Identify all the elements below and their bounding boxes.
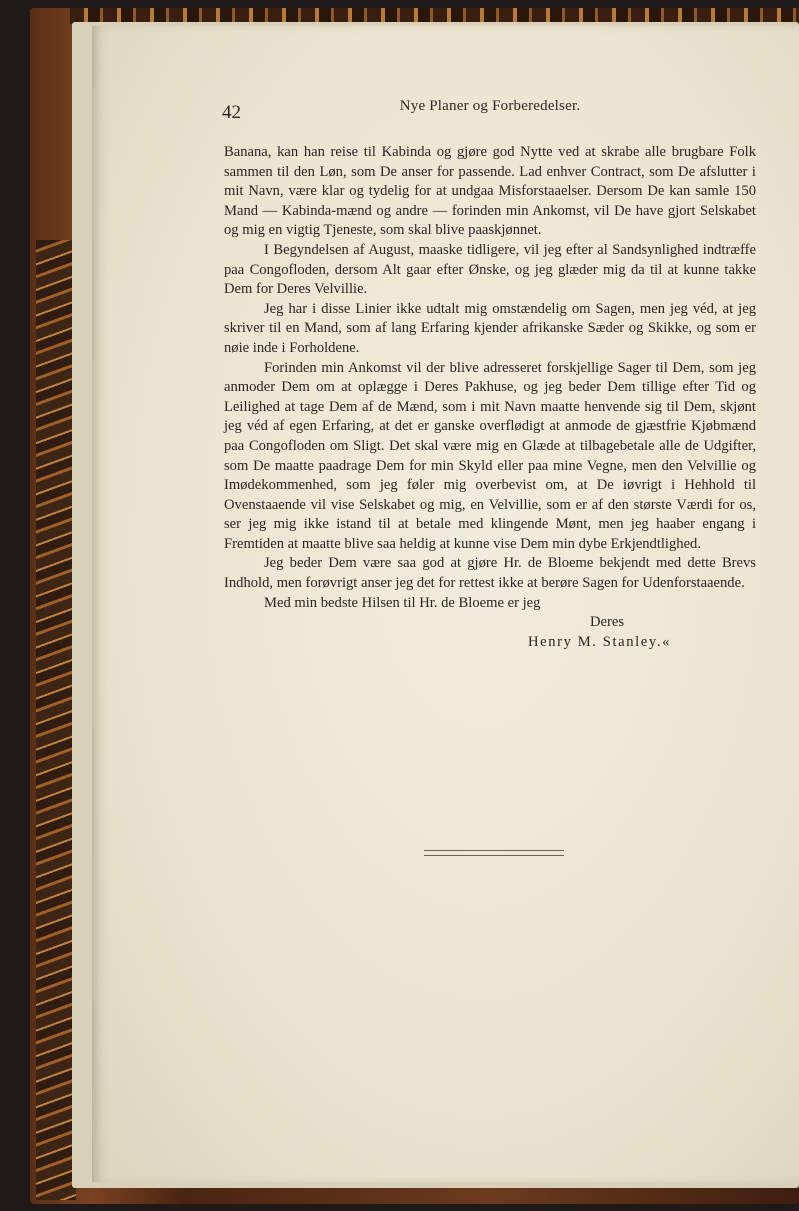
paragraph: Banana, kan han reise til Kabinda og gjøre god Nytte ved at skrabe alle brugbare Folk sammen til den Løn, som De anser for passende. Lad enhver Contract, som De afslutter i mit Navn, være klar og tydelig for at undgaa Misforstaaelser. Dersom De kan samle 150 Mand — Kabinda-mænd og andre — forinden min Ankomst, vil De have gjort Selskabet og mig en vigtig Tjeneste, som skal blive paaskjønnet. <box>224 144 756 239</box>
running-head: Nye Planer og Forberedelser. <box>399 98 581 114</box>
signature: Henry M. Stanley.« <box>528 633 671 650</box>
paragraph: Jeg har i disse Linier ikke udtalt mig omstændelig om Sagen, men jeg véd, at jeg skriver til en Mand, som af lang Erfaring kjender afrikanske Sæder og Skikke, og som er nøie inde i Forholdene. <box>224 300 756 356</box>
body-text <box>224 143 756 652</box>
paragraph: Jeg beder Dem være saa god at gjøre Hr. de Bloeme bekjendt med dette Brevs Indhold, men forøvrigt anser jeg det for rettest ikke at berøre Sagen for Udenforstaaende. <box>224 555 756 592</box>
section-divider <box>424 850 564 856</box>
closing: Deres <box>590 614 625 631</box>
paragraph: Med min bedste Hilsen til Hr. de Bloeme er jeg <box>264 594 541 611</box>
page-header <box>222 98 758 122</box>
marbled-endpaper <box>36 240 76 1200</box>
page-number: 42 <box>222 102 241 123</box>
paragraph: Forinden min Ankomst vil der blive adresseret forskjellige Sager til Dem, som jeg anmoder Dem om at oplægge i Deres Pakhuse, og jeg beder Dem tillige efter Tid og Leilighed at tage Dem af de Mænd, som i mit Navn maatte henvende sig til Dem, skjønt jeg véd af egen Erfaring, at det er ganske overflødigt at anmode de gjæstfrie Kjøbmænd paa Congofloden om Sligt. Det skal være mig en Glæde at tilbagebetale alle de Udgifter, som De maatte paadrage Dem for min Skyld eller paa mine Vegne, men den Velvillie og Imødekommenhed, som jeg føler mig overbevist om, at De iøvrigt i Hehhold til Ovenstaaende vil vise Selskabet og mig, en Velvillie, som er af den største Værdi for os, ser jeg mig ikke istand til at betale med klingende Mønt, men jeg haaber engang i Fremtiden at maatte blive saa heldig at kunne vise Dem min dybe Erkjendtlighed. <box>224 359 756 552</box>
paragraph: I Begyndelsen af August, maaske tidligere, vil jeg efter al Sandsynlighed indtræffe paa Congofloden, dersom Alt gaar efter Ønske, og jeg glæder mig da til at kunne takke Dem for Deres Velvillie. <box>224 241 756 298</box>
